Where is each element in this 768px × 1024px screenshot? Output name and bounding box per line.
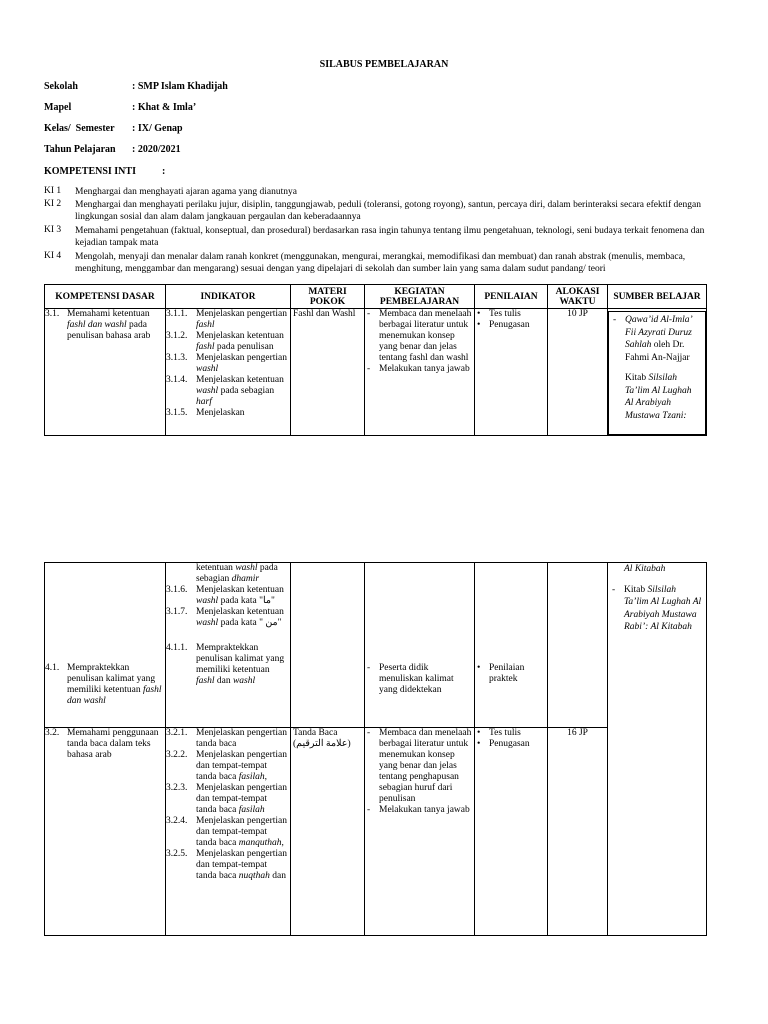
dash-marker: - — [367, 364, 371, 374]
header-materi-pokok: MATERI POKOK — [291, 285, 365, 309]
indikator-text: Menjelaskan ketentuan — [196, 375, 284, 385]
indikator-italic: washl — [196, 364, 219, 374]
kd-cell — [45, 563, 166, 728]
indikator-text: Menjelaskan pengertian — [196, 353, 288, 363]
kd-number: 3.1. — [45, 309, 60, 319]
sumber-title: Silsilah Ta’lim Al Lughah Al Arabiyah Mustawa Rabi’: Al Kitabah — [624, 584, 702, 632]
meta-label-sekolah: Sekolah — [44, 81, 78, 92]
sumber-text: Kitab — [624, 584, 648, 595]
alokasi-cell: 10 JP — [548, 309, 608, 436]
indikator-number: 3.1.1. — [166, 309, 188, 319]
indikator-item — [166, 607, 288, 629]
indikator-item — [166, 585, 288, 607]
bullet-marker: • — [477, 309, 481, 319]
kegiatan-cell — [365, 309, 475, 436]
bullet-marker: • — [477, 663, 481, 673]
indikator-italic: washl — [196, 618, 219, 628]
indikator-cell — [166, 309, 291, 436]
indikator-italic: washl — [232, 676, 256, 686]
ki-text: Menghargai dan menghayati perilaku jujur, disiplin, tanggungjawab, peduli (toleransi, gotong royong), santun, percaya diri, dalam berinteraksi secara efektif dengan lingkungan sosial dan alam dalam jangkauan pergaulan dan keberadaannya — [75, 200, 701, 222]
indikator-text: Menjelaskan pengertian — [196, 309, 288, 319]
indikator-number: 3.2.5. — [166, 849, 188, 859]
dash-marker: - — [367, 309, 371, 319]
penilaian-item: Penugasan — [489, 739, 530, 749]
indikator-text: Menjelaskan pengertian dan tempat-tempat tanda baca — [196, 816, 288, 848]
penilaian-item: Tes tulis — [489, 309, 521, 319]
indikator-text: pada penulisan — [214, 342, 274, 352]
penilaian-cell — [475, 728, 548, 936]
indikator-italic: nuqthah — [238, 871, 270, 881]
meta-label-mapel: Mapel — [44, 102, 72, 113]
indikator-text: Menjelaskan pengertian dan tempat-tempat tanda baca — [196, 750, 288, 782]
indikator-italic: dhamir — [231, 574, 260, 584]
indikator-number: 3.2.1. — [166, 728, 188, 738]
indikator-number: 4.1.1. — [166, 643, 188, 653]
ki-code: KI 1 — [44, 186, 62, 196]
indikator-text: ketentuan — [196, 563, 236, 573]
kd-cell — [45, 309, 166, 436]
sumber-title: Al Kitabah — [624, 564, 666, 574]
sumber-author: oleh Dr. Fahmi An-Najjar — [625, 340, 690, 363]
indikator-text: pada sebagian — [196, 563, 278, 584]
kegiatan-cell — [365, 728, 475, 936]
indikator-italic: washl — [196, 596, 219, 606]
indikator-text: Menjelaskan pengertian tanda baca — [196, 728, 288, 749]
indikator-italic: fasilah — [238, 805, 265, 815]
dash-marker: - — [367, 663, 371, 673]
indikator-number: 3.1.2. — [166, 331, 188, 341]
meta-value-kelas: : IX/ Genap — [132, 123, 183, 134]
meta-value-tahun: : 2020/2021 — [132, 144, 181, 155]
header-sumber: SUMBER BELAJAR — [608, 285, 707, 309]
sumber-text: Kitab — [625, 373, 649, 383]
indikator-text: Menjelaskan ketentuan — [196, 585, 284, 595]
ki-text: Memahami pengetahuan (faktual, konseptual, dan prosedural) berdasarkan rasa ingin tahunya tentang ilmu pengetahuan, teknologi, seni budaya terkait fenomena dan kejadian tampak mata — [75, 226, 705, 248]
sumber-cell — [608, 309, 707, 436]
indikator-item — [166, 816, 288, 849]
indikator-italic: washl — [196, 386, 219, 396]
kompetensi-inti-colon: : — [162, 166, 166, 177]
meta-value-sekolah: : SMP Islam Khadijah — [132, 81, 228, 92]
indikator-text: Mempraktekkan penulisan kalimat yang memiliki ketentuan — [196, 643, 285, 675]
penilaian-item: Tes tulis — [489, 728, 521, 738]
ki-text: Mengolah, menyaji dan menalar dalam ranah konkret (menggunakan, mengurai, merangkai, memodifikasi dan membuat) dan ranah abstrak (menulis, membaca, menghitung, menggambar dan mengarang) sesuai dengan yang dipelajari di sekolah dan sumber lain yang sama dalam sudut pandang/ teori — [75, 252, 686, 274]
indikator-item — [166, 849, 288, 882]
kegiatan-item: Membaca dan menelaah berbagai literatur untuk menemukan konsep yang benar dan jelas tentang penghapusan sebagian huruf dari penulisan — [379, 728, 472, 804]
kd-text-italic: fashl dan washl — [67, 320, 127, 330]
dash-marker: - — [367, 728, 371, 738]
ki-code: KI 2 — [44, 199, 62, 209]
indikator-item — [166, 643, 288, 687]
kd-text-italic: fashl dan washl — [67, 685, 162, 706]
indikator-cell — [166, 563, 291, 728]
ki-text: Menghargai dan menghayati ajaran agama yang dianutnya — [75, 187, 297, 197]
indikator-number: 3.1.6. — [166, 585, 188, 595]
dash-marker: - — [367, 805, 371, 815]
header-indikator: INDIKATOR — [166, 285, 291, 309]
sumber-cell — [608, 563, 707, 936]
kegiatan-item: Melakukan tanya jawab — [379, 805, 470, 815]
bullet-marker: • — [477, 739, 481, 749]
header-kegiatan: KEGIATAN PEMBELAJARAN — [365, 285, 475, 309]
indikator-item — [166, 309, 288, 331]
ki-code: KI 3 — [44, 225, 62, 235]
kd-number: 3.2. — [45, 728, 60, 738]
dash-marker: - — [612, 584, 616, 595]
indikator-number: 3.2.3. — [166, 783, 188, 793]
indikator-italic: harf — [196, 397, 212, 407]
indikator-italic: manquthah — [238, 838, 282, 848]
penilaian-item: Penugasan — [489, 320, 530, 330]
bullet-marker: • — [477, 728, 481, 738]
sumber-title: Silsilah Ta’lim Al Lughah Al Arabiyah Mustawa Tzani: — [625, 373, 692, 421]
kd-cell — [45, 728, 166, 936]
header-kompetensi-dasar: KOMPETENSI DASAR — [45, 285, 166, 309]
materi-cell: Tanda Baca (علامة الترقيم) — [291, 728, 365, 936]
indikator-item — [166, 353, 288, 375]
header-alokasi: ALOKASI WAKTU — [548, 285, 608, 309]
indikator-text: dan — [214, 676, 233, 686]
indikator-italic: washl — [235, 563, 258, 573]
penilaian-cell — [475, 309, 548, 436]
indikator-text: dan — [269, 871, 286, 881]
kompetensi-inti-heading: KOMPETENSI INTI — [44, 166, 136, 177]
dash-marker: - — [613, 315, 617, 325]
kd-text: Mempraktekkan penulisan kalimat yang memiliki ketentuan — [67, 663, 156, 695]
indikator-text: Menjelaskan ketentuan — [196, 607, 284, 617]
alokasi-cell: 16 JP — [548, 728, 608, 936]
penilaian-cell — [475, 563, 548, 728]
indikator-number: 3.1.3. — [166, 353, 188, 363]
header-penilaian: PENILAIAN — [475, 285, 548, 309]
kegiatan-cell — [365, 563, 475, 728]
kd-text: Memahami penggunaan tanda baca dalam teks bahasa arab — [67, 728, 159, 760]
kd-text: pada penulisan bahasa arab — [67, 320, 151, 341]
indikator-cell — [166, 728, 291, 936]
kegiatan-item: Melakukan tanya jawab — [379, 364, 470, 374]
indikator-number: 3.2.2. — [166, 750, 188, 760]
meta-value-mapel: : Khat & Imla’ — [132, 102, 197, 113]
kd-number: 4.1. — [45, 663, 60, 673]
indikator-text: Menjelaskan ketentuan — [196, 331, 284, 341]
indikator-item — [166, 408, 288, 419]
meta-label-kelas: Kelas/ Semester — [44, 123, 115, 134]
meta-label-tahun: Tahun Pelajaran — [44, 144, 116, 155]
indikator-item — [166, 728, 288, 750]
ki-code: KI 4 — [44, 251, 62, 261]
indikator-text: pada kata " من" — [218, 618, 282, 628]
indikator-item — [166, 375, 288, 408]
syllabus-table-page2 — [44, 562, 707, 936]
indikator-text: Menjelaskan — [196, 408, 245, 418]
syllabus-table-page1 — [44, 284, 707, 436]
indikator-item — [166, 750, 288, 783]
indikator-item — [166, 783, 288, 816]
indikator-item — [166, 331, 288, 353]
indikator-text: Menjelaskan pengertian dan tempat-tempat tanda baca — [196, 783, 288, 815]
materi-cell: Fashl dan Washl — [291, 309, 365, 436]
indikator-number: 3.2.4. — [166, 816, 188, 826]
indikator-number: 3.1.5. — [166, 408, 188, 418]
page-title: SILABUS PEMBELAJARAN — [319, 59, 449, 70]
sumber-title: Qawa’id Al-Imla’ Fii Azyrati Duruz Sahlah — [625, 315, 692, 350]
indikator-italic: fashl — [196, 342, 215, 352]
indikator-text: , — [281, 838, 284, 848]
kegiatan-item: Peserta didik menuliskan kalimat yang didektekan — [379, 663, 454, 695]
kd-text: Memahami ketentuan — [67, 309, 150, 319]
kegiatan-item: Membaca dan menelaah berbagai literatur untuk menemukan konsep yang benar dan jelas tentang fashl dan washl — [379, 309, 472, 363]
indikator-text: pada sebagian — [218, 386, 275, 396]
indikator-number: 3.1.4. — [166, 375, 188, 385]
indikator-text: , — [264, 772, 267, 782]
indikator-text: pada kata "ما" — [218, 596, 275, 606]
indikator-italic: fasilah — [238, 772, 265, 782]
indikator-italic: fashl — [196, 320, 215, 330]
indikator-text: Menjelaskan pengertian dan tempat-tempat tanda baca — [196, 849, 288, 881]
alokasi-cell — [548, 563, 608, 728]
penilaian-item: Penilaian praktek — [489, 663, 525, 684]
indikator-italic: fashl — [196, 676, 215, 686]
indikator-number: 3.1.7. — [166, 607, 188, 617]
materi-cell — [291, 563, 365, 728]
bullet-marker: • — [477, 320, 481, 330]
